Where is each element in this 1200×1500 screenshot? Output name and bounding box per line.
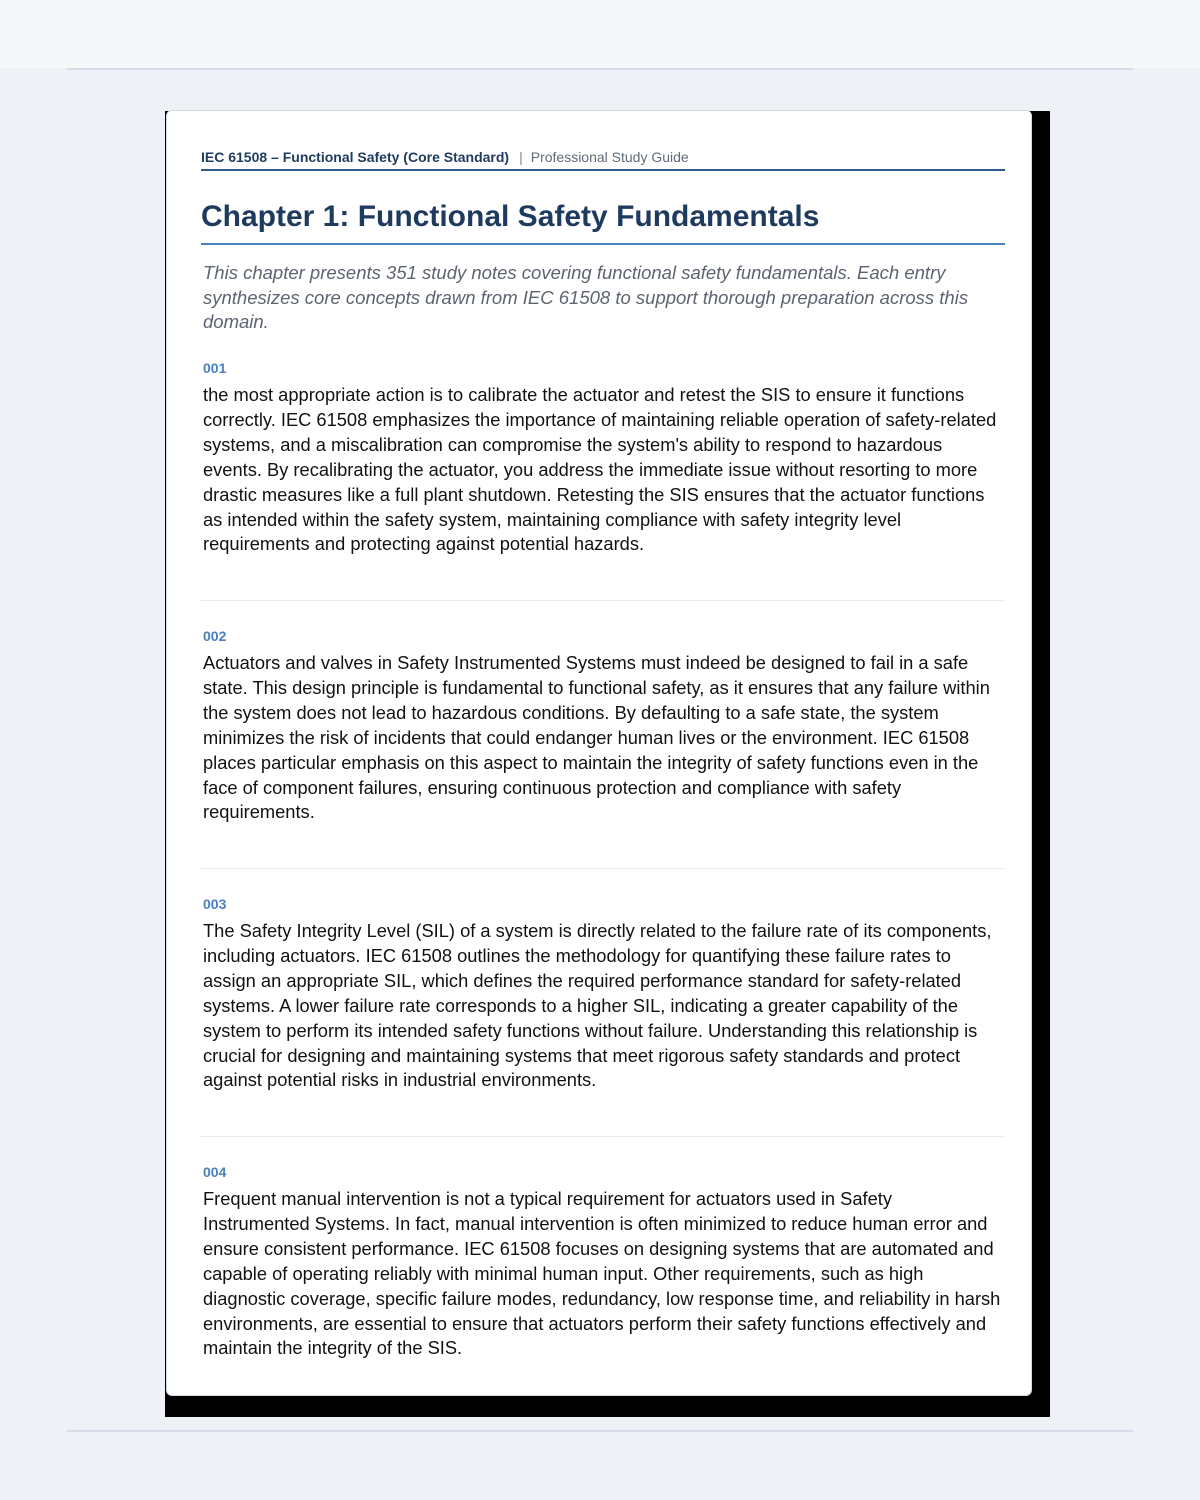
header-separator: | bbox=[519, 149, 523, 165]
note-text: Actuators and valves in Safety Instrumented Systems must indeed be designed to fail in a safe state. This design principle is fundamental to functional safety, as it ensures that any failure within the system does not lead to hazardous conditions. By defaulting to a safe state, the system minimizes the risk of incidents that could endanger human lives or the environment. IEC 61508 places particular emphasis on this aspect to maintain the integrity of safety functions even in the face of component failures, ensuring continuous protection and compliance with safety requirements. bbox=[203, 652, 990, 823]
header-standard-title: IEC 61508 – Functional Safety (Core Standard) bbox=[201, 149, 510, 165]
note-divider bbox=[201, 868, 1005, 869]
note-number: 001 bbox=[203, 360, 227, 376]
note-text: Frequent manual intervention is not a typical requirement for actuators used in Safety Instrumented Systems. In fact, manual intervention is often minimized to reduce human error and ensure consistent performance. IEC 61508 focuses on designing systems that are automated and capable of operating reliably with minimal human input. Other requirements, such as high diagnostic coverage, specific failure modes, redundancy, low response time, and reliability in harsh environments, are essential to ensure that actuators perform their safety functions effectively and maintain the integrity of the SIS. bbox=[203, 1188, 1001, 1359]
note-number: 002 bbox=[203, 628, 227, 644]
chapter-title: Chapter 1: Functional Safety Fundamentals bbox=[201, 197, 1005, 245]
note-text: The Safety Integrity Level (SIL) of a system is directly related to the failure rate of its components, including actuators. IEC 61508 outlines the methodology for quantifying these failure rates to assign an appropriate SIL, which defines the required performance standard for safety-related systems. A lower failure rate corresponds to a higher SIL, indicating a greater capability of the system to perform its intended safety functions without failure. Understanding this relationship is crucial for designing and maintaining systems that meet rigorous safety standards and protect against potential risks in industrial environments. bbox=[203, 920, 992, 1091]
running-header bbox=[201, 147, 1005, 171]
chapter-intro: This chapter presents 351 study notes covering functional safety fundamentals. Each entry synthesizes core concepts drawn from IEC 61508 to support thorough preparation across this domain. bbox=[203, 262, 969, 333]
header-guide-label: Professional Study Guide bbox=[530, 149, 689, 165]
note-number: 003 bbox=[203, 896, 227, 912]
top-rule bbox=[67, 68, 1133, 70]
bottom-rule bbox=[67, 1430, 1133, 1432]
top-band bbox=[0, 0, 1200, 68]
document-page bbox=[166, 110, 1032, 1396]
note-text: the most appropriate action is to calibrate the actuator and retest the SIS to ensure it functions correctly. IEC 61508 emphasizes the importance of maintaining reliable operation of safety-related systems, and a miscalibration can compromise the system's ability to respond to hazardous events. By recalibrating the actuator, you address the immediate issue without resorting to more drastic measures like a full plant shutdown. Retesting the SIS ensures that the actuator functions as intended within the safety system, maintaining compliance with safety integrity level requirements and protecting against potential hazards. bbox=[203, 384, 997, 555]
note-number: 004 bbox=[203, 1164, 227, 1180]
note-divider bbox=[201, 1136, 1005, 1137]
note-divider bbox=[201, 600, 1005, 601]
